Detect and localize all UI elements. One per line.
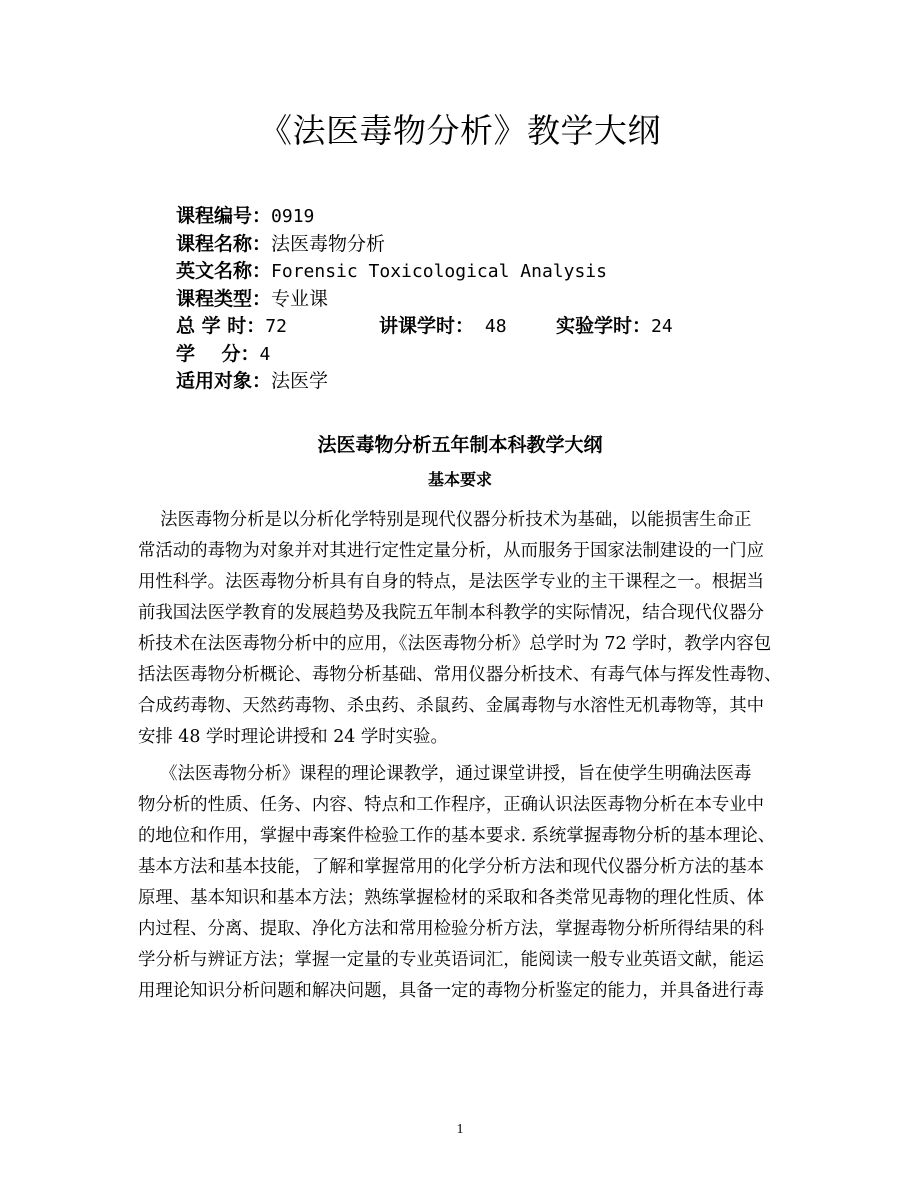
paragraph-line: 用性科学。法医毒物分析具有自身的特点，是法医学专业的主干课程之一。根据当 xyxy=(138,572,765,592)
course-code-row xyxy=(176,203,816,231)
credits-label: 学 分： xyxy=(176,342,260,365)
lecture-hours xyxy=(379,313,507,341)
english-name-value: Forensic Toxicological Analysis xyxy=(271,261,607,282)
paragraph-line: 《法医毒物分析》课程的理论课教学，通过课堂讲授，旨在使学生明确法医毒 xyxy=(138,763,752,784)
course-type-value: 专业课 xyxy=(271,287,329,310)
paragraph-line: 基本方法和基本技能，了解和掌握常用的化学分析方法和现代仪器分析方法的基本 xyxy=(138,856,765,877)
course-name-value: 法医毒物分析 xyxy=(271,232,386,255)
credits-value: 4 xyxy=(259,343,271,365)
section-title: 法医毒物分析五年制本科教学大纲 xyxy=(317,434,603,456)
paragraph-line: 合成药毒物、天然药毒物、杀虫药、杀鼠药、金属毒物与水溶性无机毒物等，其中 xyxy=(138,696,765,716)
paragraph-line: 用理论知识分析问题和解决问题，具备一定的毒物分析鉴定的能力，并具备进行毒 xyxy=(138,980,765,1001)
paragraph-line: 析技术在法医毒物分析中的应用，《法医毒物分析》总学时为 72 学时，教学内容包 xyxy=(138,634,772,654)
section-subtitle: 基本要求 xyxy=(427,470,492,489)
lab-hours xyxy=(556,313,673,341)
body-text xyxy=(138,505,786,1007)
course-type-label: 课程类型： xyxy=(176,287,272,310)
lecture-hours-label: 讲课学时： xyxy=(379,315,475,337)
page-number: 1 xyxy=(456,1122,464,1137)
lab-hours-label: 实验学时： xyxy=(556,315,652,337)
paragraph-line: 原理、基本知识和基本方法；熟练掌握检材的采取和各类常见毒物的理化性质、体 xyxy=(138,887,765,908)
course-info-block xyxy=(176,203,816,396)
paragraph-line: 法医毒物分析是以分析化学特别是现代仪器分析技术为基础，以能损害生命正 xyxy=(138,510,752,530)
english-name-label: 英文名称： xyxy=(176,260,272,282)
paragraph-line: 括法医毒物分析概论、毒物分析基础、常用仪器分析技术、有毒气体与挥发性毒物、 xyxy=(138,665,782,685)
paragraph-line: 学分析与辨证方法；掌握一定量的专业英语词汇，能阅读一般专业英语文献，能运 xyxy=(138,949,765,970)
audience-label: 适用对象： xyxy=(176,370,272,392)
paragraph-line: 的地位和作用，掌握中毒案件检验工作的基本要求. 系统掌握毒物分析的基本理论、 xyxy=(138,825,776,846)
credits-row xyxy=(176,341,816,369)
course-type-row xyxy=(176,286,816,314)
paragraph-1 xyxy=(138,505,786,753)
total-hours-value: 72 xyxy=(265,316,287,337)
paragraph-line: 前我国法医学教育的发展趋势及我院五年制本科教学的实际情况，结合现代仪器分 xyxy=(138,603,765,623)
course-name-label: 课程名称： xyxy=(176,232,272,255)
lecture-hours-value: 48 xyxy=(474,316,507,337)
course-code-value: 0919 xyxy=(271,206,315,227)
audience-value: 法医学 xyxy=(271,370,329,392)
english-name-row xyxy=(176,258,816,286)
document-title: 《法医毒物分析》教学大纲 xyxy=(259,111,661,150)
paragraph-line: 物分析的性质、任务、内容、特点和工作程序，正确认识法医毒物分析在本专业中 xyxy=(138,794,765,815)
course-name-row xyxy=(176,231,816,259)
paragraph-line: 内过程、分离、提取、净化方法和常用检验分析方法，掌握毒物分析所得结果的科 xyxy=(138,918,765,939)
audience-row xyxy=(176,368,816,396)
paragraph-line: 常活动的毒物为对象并对其进行定性定量分析，从而服务于国家法制建设的一门应 xyxy=(138,541,765,561)
total-hours-label: 总 学 时： xyxy=(176,315,266,337)
lab-hours-value: 24 xyxy=(651,316,673,337)
hours-row xyxy=(176,313,816,341)
course-code-label: 课程编号： xyxy=(176,205,272,227)
paragraph-2 xyxy=(138,759,786,1007)
total-hours xyxy=(176,313,287,341)
paragraph-line: 安排 48 学时理论讲授和 24 学时实验。 xyxy=(138,727,448,747)
